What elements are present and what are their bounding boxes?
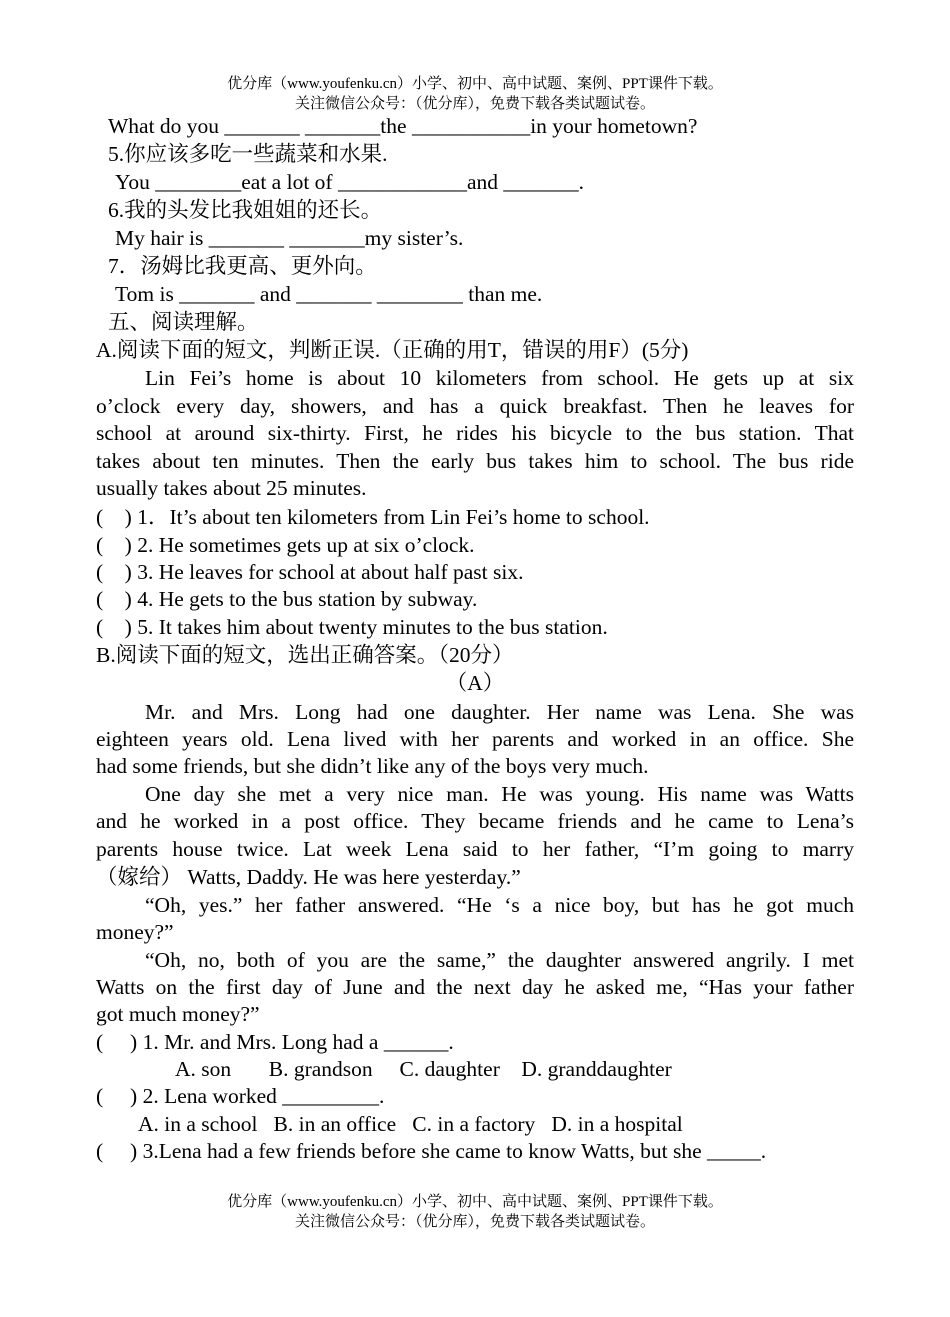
tf-question: ( ) 3. He leaves for school at about half past six. — [96, 560, 524, 584]
passage-b-line: and he worked in a post office. They became friends and he came to Lena’s — [96, 809, 854, 833]
translation-q4-english: What do you _______ _______the ___________in your hometown? — [108, 114, 698, 138]
passage-a-line: takes about ten minutes. Then the early bus takes him to school. The bus ride — [96, 449, 854, 473]
passage-b-line: “Oh, yes.” her father answered. “He ‘s a nice boy, but has he got much — [145, 893, 854, 917]
page-header-line1: 优分库（www.youfenku.cn）小学、初中、高中试题、案例、PPT课件下载。 — [227, 76, 723, 92]
passage-b-line: One day she met a very nice man. He was young. His name was Watts — [145, 782, 854, 806]
mc-options: A. son B. grandson C. daughter D. granddaughter — [175, 1057, 672, 1081]
translation-q7-chinese: 7．汤姆比我更高、更外向。 — [108, 254, 377, 278]
passage-b-line: Watts on the first day of June and the next day he asked me, “Has your father — [96, 975, 854, 999]
mc-question: ( ) 2. Lena worked _________. — [96, 1084, 385, 1108]
passage-b-line: “Oh, no, both of you are the same,” the daughter answered angrily. I met — [145, 948, 854, 972]
part-a-instruction: A.阅读下面的短文，判断正误.（正确的用T，错误的用F）(5分) — [96, 338, 689, 362]
tf-question: ( ) 1．It’s about ten kilometers from Lin Fei’s home to school. — [96, 505, 650, 529]
translation-q5-chinese: 5.你应该多吃一些蔬菜和水果. — [108, 142, 388, 166]
part-b-instruction: B.阅读下面的短文，选出正确答案。（20分） — [96, 643, 514, 667]
passage-a-line: usually takes about 25 minutes. — [96, 476, 367, 500]
section-title: 五、阅读理解。 — [108, 310, 259, 334]
translation-q5-english: You ________eat a lot of ____________and _______. — [115, 170, 585, 194]
page-footer-line1: 优分库（www.youfenku.cn）小学、初中、高中试题、案例、PPT课件下载。 — [227, 1194, 723, 1210]
passage-b-line: had some friends, but she didn’t like any of the boys very much. — [96, 754, 649, 778]
passage-b-label: （A） — [445, 671, 505, 695]
page-footer-line2: 关注微信公众号：（优分库），免费下载各类试题试卷。 — [294, 1214, 655, 1230]
passage-b-line: parents house twice. Lat week Lena said to her father, “I’m going to marry — [96, 837, 854, 861]
passage-b-line: Mr. and Mrs. Long had one daughter. Her name was Lena. She was — [145, 700, 854, 724]
passage-a-line: Lin Fei’s home is about 10 kilometers from school. He gets up at six — [145, 366, 854, 390]
tf-question: ( ) 2. He sometimes gets up at six o’clock. — [96, 533, 475, 557]
passage-b-line: money?” — [96, 920, 174, 944]
passage-a-line: o’clock every day, showers, and has a quick breakfast. Then he leaves for — [96, 394, 854, 418]
passage-b-line: got much money?” — [96, 1002, 260, 1026]
translation-q6-chinese: 6.我的头发比我姐姐的还长。 — [108, 198, 383, 222]
tf-question: ( ) 4. He gets to the bus station by subway. — [96, 587, 478, 611]
mc-question: ( ) 3.Lena had a few friends before she came to know Watts, but she _____. — [96, 1139, 767, 1163]
translation-q6-english: My hair is _______ _______my sister’s. — [115, 226, 464, 250]
translation-q7-english: Tom is _______ and _______ ________ than me. — [115, 282, 543, 306]
passage-a-line: school at around six-thirty. First, he rides his bicycle to the bus station. That — [96, 421, 854, 445]
mc-options: A. in a school B. in an office C. in a factory D. in a hospital — [138, 1112, 683, 1136]
page-header-line2: 关注微信公众号：（优分库），免费下载各类试题试卷。 — [294, 96, 655, 112]
passage-b-line: （嫁给） Watts, Daddy. He was here yesterday.” — [96, 865, 521, 889]
mc-question: ( ) 1. Mr. and Mrs. Long had a ______. — [96, 1030, 454, 1054]
passage-b-line: eighteen years old. Lena lived with her parents and worked in an office. She — [96, 727, 854, 751]
tf-question: ( ) 5. It takes him about twenty minutes to the bus station. — [96, 615, 608, 639]
